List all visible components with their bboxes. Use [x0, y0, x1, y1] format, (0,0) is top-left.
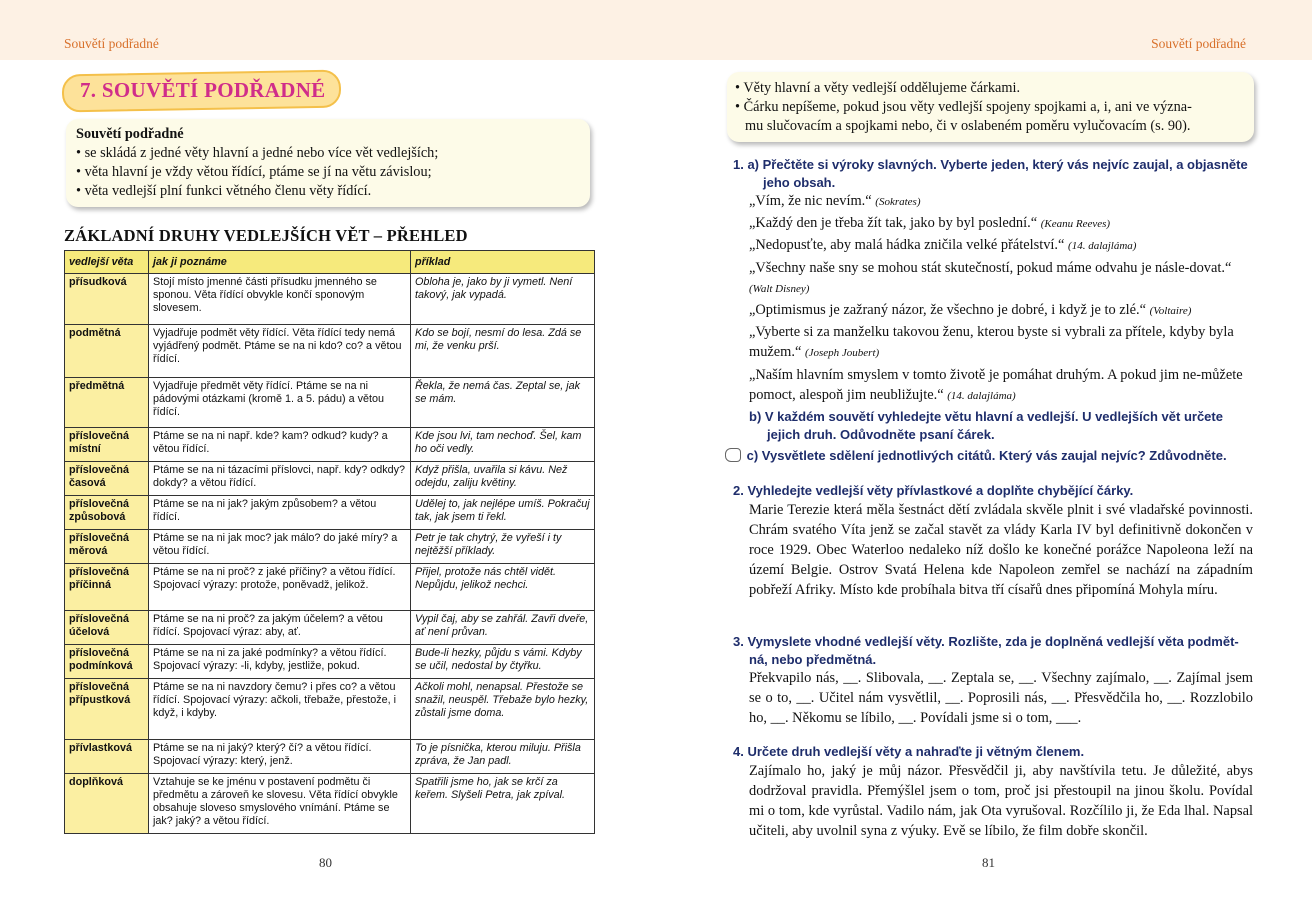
- clause-type: podmětná: [65, 325, 149, 378]
- table-header-row: [65, 251, 595, 274]
- quote-author: (Joseph Joubert): [804, 347, 880, 360]
- exercise-4: [733, 743, 1253, 841]
- example: Obloha je, jako by ji vymetl. Není takový, jak vypadá.: [411, 274, 595, 325]
- quote: [749, 258, 1253, 299]
- quote: [749, 300, 1253, 321]
- clause-type: příslovečná účelová: [65, 611, 149, 645]
- running-head-left: Souvětí podřadné: [64, 36, 159, 51]
- exercise-1: [733, 156, 1253, 465]
- overview-table: [64, 250, 595, 834]
- quote-author: (Voltaire): [1149, 305, 1192, 318]
- table-row: [65, 378, 595, 428]
- page-header: [0, 0, 1312, 60]
- how-to-recognize: Vyjadřuje podmět věty řídící. Věta řídící tedy nemá vyjádřený podmět. Ptáme se na ni kdo? co? a větou řídící.: [149, 325, 411, 378]
- definition-line: • se skládá z jedné věty hlavní a jedné nebo více vět vedlejších;: [76, 145, 439, 161]
- quote-author: (14. dalajláma): [1068, 240, 1137, 253]
- example: Řekla, že nemá čas. Zeptal se, jak se mám.: [411, 378, 595, 428]
- column-header: jak ji poznáme: [149, 251, 411, 274]
- clause-type: příslovečná měrová: [65, 530, 149, 564]
- table-row: [65, 462, 595, 496]
- how-to-recognize: Ptáme se na ni např. kde? kam? odkud? kudy? a větou řídící.: [149, 428, 411, 462]
- example: Bude-li hezky, půjdu s vámi. Kdyby se učil, nedostal by čtyřku.: [411, 645, 595, 679]
- chapter-title-banner: [62, 70, 342, 108]
- table-row: [65, 564, 595, 611]
- definition-box: [66, 119, 590, 207]
- definition-line: • věta vedlejší plní funkci větného členu věty řídící.: [76, 183, 372, 199]
- clause-type: doplňková: [65, 774, 149, 834]
- table-row: [65, 645, 595, 679]
- clause-type: předmětná: [65, 378, 149, 428]
- table-row: [65, 774, 595, 834]
- quote: [749, 365, 1253, 406]
- exercise-4-task: 4. Určete druh vedlejší věty a nahraďte ji větným členem.: [733, 744, 1085, 759]
- quote: [749, 191, 1253, 212]
- how-to-recognize: Ptáme se na ni proč? za jakým účelem? a větou řídící. Spojovací výraz: aby, ať.: [149, 611, 411, 645]
- quote-text: „Vyberte si za manželku takovou ženu, kterou byste si vybrali za přítele, kdyby byla mužem.“: [749, 324, 1234, 361]
- rule-line: • Věty hlavní a věty vedlejší oddělujeme čárkami.: [735, 80, 1021, 96]
- exercise-3: [733, 633, 1253, 729]
- table-row: [65, 740, 595, 774]
- exercise-1c-task: c) Vysvětlete sdělení jednotlivých citátů. Který vás zaujal nejvíc? Zdůvodněte.: [746, 448, 1227, 464]
- exercise-1b-task: b) V každém souvětí vyhledejte větu hlavní a vedlejší. U vedlejších vět určete: [749, 409, 1223, 425]
- how-to-recognize: Ptáme se na ni tázacími příslovci, např. kdy? odkdy? dokdy? a větou řídící.: [149, 462, 411, 496]
- quote-author: (Sokrates): [875, 196, 921, 208]
- example: Spatřili jsme ho, jak se krčí za keřem. Slyšeli Petra, jak zpíval.: [411, 774, 595, 834]
- table-row: [65, 325, 595, 378]
- how-to-recognize: Ptáme se na ni proč? z jaké příčiny? a větou řídící. Spojovací výrazy: protože, poněvadž, jelikož.: [149, 564, 411, 611]
- exercise-3-task: 3. Vymyslete vhodné vedlejší věty. Rozlište, zda je doplněná vedlejší věta podmět-: [733, 634, 1239, 649]
- quote-author: (Keanu Reeves): [1040, 218, 1111, 231]
- how-to-recognize: Ptáme se na ni jak moc? jak málo? do jaké míry? a větou řídící.: [149, 530, 411, 564]
- example: Kde jsou lvi, tam nechoď. Šel, kam ho oči vedly.: [411, 428, 595, 462]
- how-to-recognize: Vztahuje se ke jménu v postavení podmětu či předmětu a zároveň ke slovesu. Věta řídící obvykle obsahuje sloveso smyslového vnímání. Ptáme se jak? jaký? a větou řídící.: [149, 774, 411, 834]
- example: Když přišla, uvařila si kávu. Než odejdu, zaliju květiny.: [411, 462, 595, 496]
- rule-line: mu slučovacím a spojkami nebo, či v oslabeném poměru vylučovacím (s. 90).: [745, 118, 1191, 134]
- table-row: [65, 274, 595, 325]
- example: Přijel, protože nás chtěl vidět. Nepůjdu, jelikož nechci.: [411, 564, 595, 611]
- exercise-4-text: Zajímalo ho, jaký je můj názor. Přesvědčil ji, aby navštívila tetu. Je důležité, abys dodržoval pravidla. Přemýšlel jsem o tom, proč jsi přestoupil na jinou školu. Povídal mi o tom, kde vyrůstal. Vadilo nám, jak Ota vyrušoval. Rozčílilo ji, že Eda lhal. Napsal učiteli, aby uvolnil syna z výuky. Evě se líbilo, že film dobře skončil.: [749, 762, 1253, 840]
- exercise-2-text: Marie Terezie která měla šestnáct dětí zvládala skvěle plnit i své vladařské povinnosti. Chrám svatého Víta jenž se začal stavět za vlády Karla IV byl definitivně dokončen v roce 1929. Obec Waterloo nedaleko níž došlo ke konečné porážce Napoleona leží na území Belgie. Ostrov Svatá Helena kde Napoleon zemřel se nachází na západním pobřeží Afriky. Místo kde probíhala bitva tří císařů dnes připomíná Mohyla míru.: [749, 501, 1253, 599]
- exercise-1c-row: [725, 447, 1253, 465]
- exercise-2: [733, 482, 1253, 601]
- quote: [749, 213, 1253, 234]
- how-to-recognize: Ptáme se na ni navzdory čemu? i přes co? a větou řídící. Spojovací výrazy: ačkoli, třebaže, přestože, i když, i kdyby.: [149, 679, 411, 740]
- how-to-recognize: Ptáme se na ni jaký? který? čí? a větou řídící. Spojovací výrazy: který, jenž.: [149, 740, 411, 774]
- page-number-right: 81: [982, 855, 995, 870]
- definition-heading: Souvětí podřadné: [76, 126, 184, 142]
- exercise-3-task-cont: ná, nebo předmětná.: [749, 651, 877, 667]
- exercise-1a-task: 1. a) Přečtěte si výroky slavných. Vyberte jeden, který vás nejvíc zaujal, a objasněte: [733, 157, 1248, 172]
- table-row: [65, 428, 595, 462]
- exercise-1a-task-cont: jeho obsah.: [763, 174, 836, 190]
- how-to-recognize: Stojí místo jmenné části přísudku jmenného se sponou. Věta řídící obvykle končí sponovým slovesem.: [149, 274, 411, 325]
- quote: [749, 322, 1253, 363]
- example: Vypil čaj, aby se zahřál. Zavři dveře, ať není průvan.: [411, 611, 595, 645]
- exercise-1b-task-cont: jejich druh. Odůvodněte psaní čárek.: [767, 426, 995, 442]
- page-number-left: 80: [319, 855, 332, 870]
- quote-text: „Vím, že nic nevím.“: [749, 193, 872, 209]
- example: To je písnička, kterou miluju. Přišla zpráva, že Jan padl.: [411, 740, 595, 774]
- exercise-3-text: Překvapilo nás, __. Slibovala, __. Zeptala se, __. Všechny zajímalo, __. Zajímal jsem se o to, __. Učitel nám vysvětlil, __. Poprosili nás, __. Přesvědčila ho, __. Rozzlobilo ho, __. Někomu se líbilo, __. Povídali jsme si o tom, ___.: [749, 670, 1253, 727]
- quote-text: „Naším hlavním smyslem v tomto životě je pomáhat druhým. A pokud jim ne-můžete pomoct, alespoň jim neubližujte.“: [749, 366, 1243, 403]
- quote-author: (14. dalajláma): [947, 389, 1016, 402]
- example: Ačkoli mohl, nenapsal. Přestože se snažil, neuspěl. Třebaže bylo hezky, zůstali jsme doma.: [411, 679, 595, 740]
- clause-type: příslovečná časová: [65, 462, 149, 496]
- definition-line: • věta hlavní je vždy větou řídící, ptáme se jí na větu závislou;: [76, 164, 432, 180]
- table-row: [65, 530, 595, 564]
- table-row: [65, 611, 595, 645]
- quote-text: „Každý den je třeba žít tak, jako by byl poslední.“: [749, 215, 1038, 232]
- quote-text: „Optimismus je zažraný názor, že všechno je dobré, i když je to zlé.“: [749, 302, 1147, 319]
- column-header: vedlejší věta: [65, 251, 149, 274]
- rule-line: • Čárku nepíšeme, pokud jsou věty vedlejší spojeny spojkami a, i, ani ve význa-: [735, 99, 1192, 115]
- quote-author: (Walt Disney): [749, 282, 810, 295]
- quote: [749, 235, 1253, 256]
- chapter-title: 7. SOUVĚTÍ PODŘADNÉ: [80, 78, 326, 102]
- clause-type: příslovečná podmínková: [65, 645, 149, 679]
- comma-rules-box: [727, 72, 1254, 142]
- example: Petr je tak chytrý, že vyřeší i ty nejtěžší příklady.: [411, 530, 595, 564]
- clause-type: příslovečná přípustková: [65, 679, 149, 740]
- how-to-recognize: Ptáme se na ni jak? jakým způsobem? a větou řídící.: [149, 496, 411, 530]
- running-head-right: Souvětí podřadné: [1151, 36, 1246, 51]
- hand-pointer-icon: [725, 448, 741, 462]
- table-row: [65, 679, 595, 740]
- quote-list: [733, 191, 1253, 406]
- how-to-recognize: Vyjadřuje předmět věty řídící. Ptáme se na ni pádovými otázkami (kromě 1. a 5. pádu) a větou řídící.: [149, 378, 411, 428]
- exercise-2-task: 2. Vyhledejte vedlejší věty přívlastkové a doplňte chybějící čárky.: [733, 483, 1134, 498]
- clause-type: přívlastková: [65, 740, 149, 774]
- how-to-recognize: Ptáme se na ni za jaké podmínky? a větou řídící. Spojovací výrazy: -li, kdyby, jestliže, pokud.: [149, 645, 411, 679]
- table-row: [65, 496, 595, 530]
- column-header: příklad: [411, 251, 595, 274]
- example: Kdo se bojí, nesmí do lesa. Zdá se mi, že venku prší.: [411, 325, 595, 378]
- clause-type: příslovečná příčinná: [65, 564, 149, 611]
- clause-type: příslovečná místní: [65, 428, 149, 462]
- quote-text: „Nedopusťte, aby malá hádka zničila velké přátelství.“: [749, 237, 1065, 254]
- quote-text: „Všechny naše sny se mohou stát skutečností, pokud máme odvahu je násle-dovat.“: [749, 259, 1232, 276]
- section-title: ZÁKLADNÍ DRUHY VEDLEJŠÍCH VĚT – PŘEHLED: [64, 226, 468, 245]
- clause-type: přísudková: [65, 274, 149, 325]
- clause-type: příslovečná způsobová: [65, 496, 149, 530]
- example: Udělej to, jak nejlépe umíš. Pokračuj tak, jak jsem ti řekl.: [411, 496, 595, 530]
